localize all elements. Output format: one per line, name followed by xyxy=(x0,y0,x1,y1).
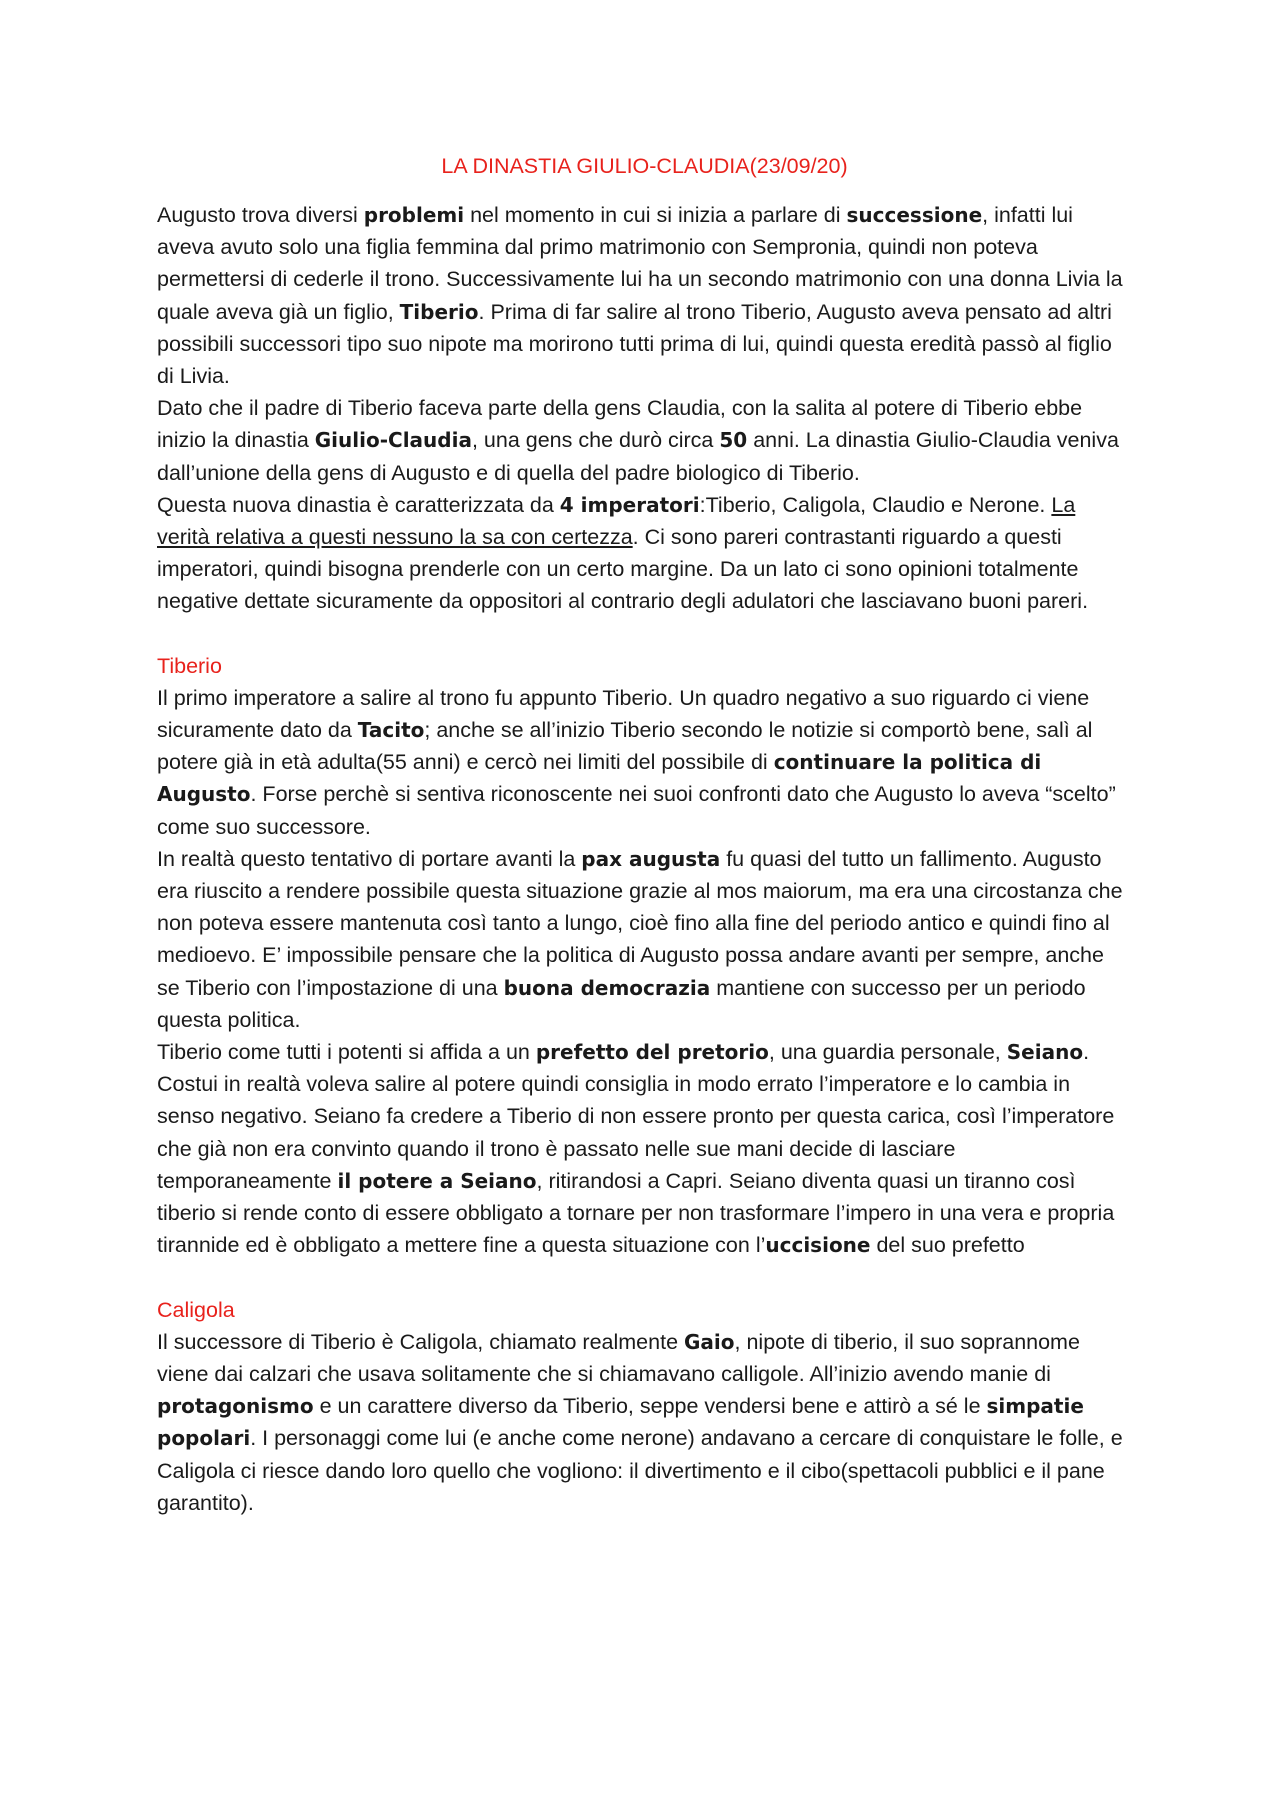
underlined-text: La verità relativa a questi nessuno la sa con certezza xyxy=(157,492,1076,550)
text-run: In realtà questo tentativo di portare avanti la xyxy=(157,846,582,871)
bold-text: continuare la politica di Augusto xyxy=(157,750,1042,807)
text-run: . Prima di far salire al trono Tiberio, Augusto aveva pensato ad altri possibili successori tipo suo nipote ma morirono tutti prima di lui, quindi questa eredità passò al figlio di Livia. xyxy=(157,299,1112,389)
text-run: anni. La dinastia Giulio-Claudia veniva dall’unione della gens di Augusto e di quella del padre biologico di Tiberio. xyxy=(157,428,1119,485)
text-run: , ritirandosi a Capri. Seiano diventa quasi un tiranno così tiberio si rende conto di essere obbligato a tornare per non trasformare l’impero in una vera e propria tirannide ed è obbligato a mettere fine a questa situazione con l’ xyxy=(157,1168,1115,1258)
text-run: , una gens che durò circa xyxy=(471,428,720,453)
section-heading-tiberio: Tiberio xyxy=(157,653,222,678)
sections-container xyxy=(157,650,1132,1519)
section-heading-caligola: Caligola xyxy=(157,1297,235,1322)
paragraph xyxy=(157,843,1132,1036)
paragraph xyxy=(157,1326,1132,1519)
paragraph xyxy=(157,1036,1132,1261)
text-run: , infatti lui aveva avuto solo una figlia femmina dal primo matrimonio con Sempronia, quindi non poteva permettersi di cederle il trono. Successivamente lui ha un secondo matrimonio con una donna Livia la quale aveva già un figlio, xyxy=(157,203,1123,324)
text-run: del suo prefetto xyxy=(870,1233,1025,1258)
text-run: mantiene con successo per un periodo questa politica. xyxy=(157,975,1086,1032)
intro-section xyxy=(157,199,1132,618)
bold-text: Seiano xyxy=(1006,1040,1084,1065)
text-run: Il successore di Tiberio è Caligola, chiamato realmente xyxy=(157,1329,685,1354)
bold-text: problemi xyxy=(363,203,465,227)
text-run: . Costui in realtà voleva salire al potere quindi consiglia in modo errato l’imperatore e lo cambia in senso negativo. Seiano fa credere a Tiberio di non essere pronto per questa carica, così l’imperatore che già non era convinto quando il trono è passato nelle sue mani decide di lasciare temporaneamente xyxy=(157,1040,1115,1193)
bold-text: 50 xyxy=(719,428,748,453)
paragraph xyxy=(157,489,1132,618)
document-page xyxy=(157,150,1132,1519)
text-run: , nipote di tiberio, il suo soprannome viene dai calzari che usava solitamente che si chiamavano calligole. All’inizio avendo manie di xyxy=(157,1329,1080,1386)
bold-text: Gaio xyxy=(684,1329,735,1354)
text-run: Il primo imperatore a salire al trono fu appunto Tiberio. Un quadro negativo a suo riguardo ci viene sicuramente dato da xyxy=(157,685,1090,743)
bold-text: 4 imperatori xyxy=(559,492,700,517)
bold-text: buona democrazia xyxy=(503,975,711,1000)
text-run: nel momento in cui si inizia a parlare di xyxy=(464,203,847,227)
text-run: , una guardia personale, xyxy=(768,1040,1007,1065)
bold-text: Giulio-Claudia xyxy=(314,428,472,453)
paragraph xyxy=(157,392,1132,489)
text-run: Questa nuova dinastia è caratterizzata da xyxy=(157,492,560,517)
bold-text: protagonismo xyxy=(157,1394,314,1419)
text-run: . I personaggi come lui (e anche come nerone) andavano a cercare di conquistare le folle, e Caligola ci riesce dando loro quello che vogliono: il divertimento e il cibo(spettacoli pubblici e il pane garantito). xyxy=(157,1426,1123,1515)
text-run: . Ci sono pareri contrastanti riguardo a questi imperatori, quindi bisogna prenderle con un certo margine. Da un lato ci sono opinioni totalmente negative dettate sicuramente da oppositori al contrario degli adulatori che lasciavano buoni pareri. xyxy=(157,525,1089,614)
bold-text: pax augusta xyxy=(581,846,721,871)
bold-text: successione xyxy=(846,203,983,227)
text-run: :Tiberio, Caligola, Claudio e Nerone. xyxy=(699,492,1052,517)
bold-text: Tiberio xyxy=(399,299,479,324)
bold-text: uccisione xyxy=(765,1233,871,1258)
text-run: e un carattere diverso da Tiberio, seppe vendersi bene e attirò a sé le xyxy=(313,1394,987,1419)
paragraph xyxy=(157,199,1132,392)
text-run: ; anche se all’inizio Tiberio secondo le notizie si comportò bene, salì al potere già in età adulta(55 anni) e cercò nei limiti del possibile di xyxy=(157,718,1093,775)
bold-text: simpatie popolari xyxy=(157,1394,1084,1451)
document-title: LA DINASTIA GIULIO-CLAUDIA(23/09/20) xyxy=(441,154,848,178)
bold-text: prefetto del pretorio xyxy=(535,1040,769,1065)
text-run: Dato che il padre di Tiberio faceva parte della gens Claudia, con la salita al potere di Tiberio ebbe inizio la dinastia xyxy=(157,396,1083,453)
bold-text: Tacito xyxy=(357,718,425,743)
text-run: Augusto trova diversi xyxy=(157,203,364,227)
text-run: . Forse perchè si sentiva riconoscente nei suoi confronti dato che Augusto lo aveva “scelto” come suo successore. xyxy=(157,782,1116,839)
bold-text: il potere a Seiano xyxy=(337,1168,537,1193)
text-run: Tiberio come tutti i potenti si affida a un xyxy=(157,1040,536,1065)
text-run: fu quasi del tutto un fallimento. Augusto era riuscito a rendere possibile questa situazione grazie al mos maiorum, ma era una circostanza che non poteva essere mantenuta così tanto a lungo, cioè fino alla fine del periodo antico e quindi fino al medioevo. E’ impossibile pensare che la politica di Augusto possa andare avanti per sempre, anche se Tiberio con l’impostazione di una xyxy=(157,846,1123,1000)
paragraph xyxy=(157,682,1132,843)
